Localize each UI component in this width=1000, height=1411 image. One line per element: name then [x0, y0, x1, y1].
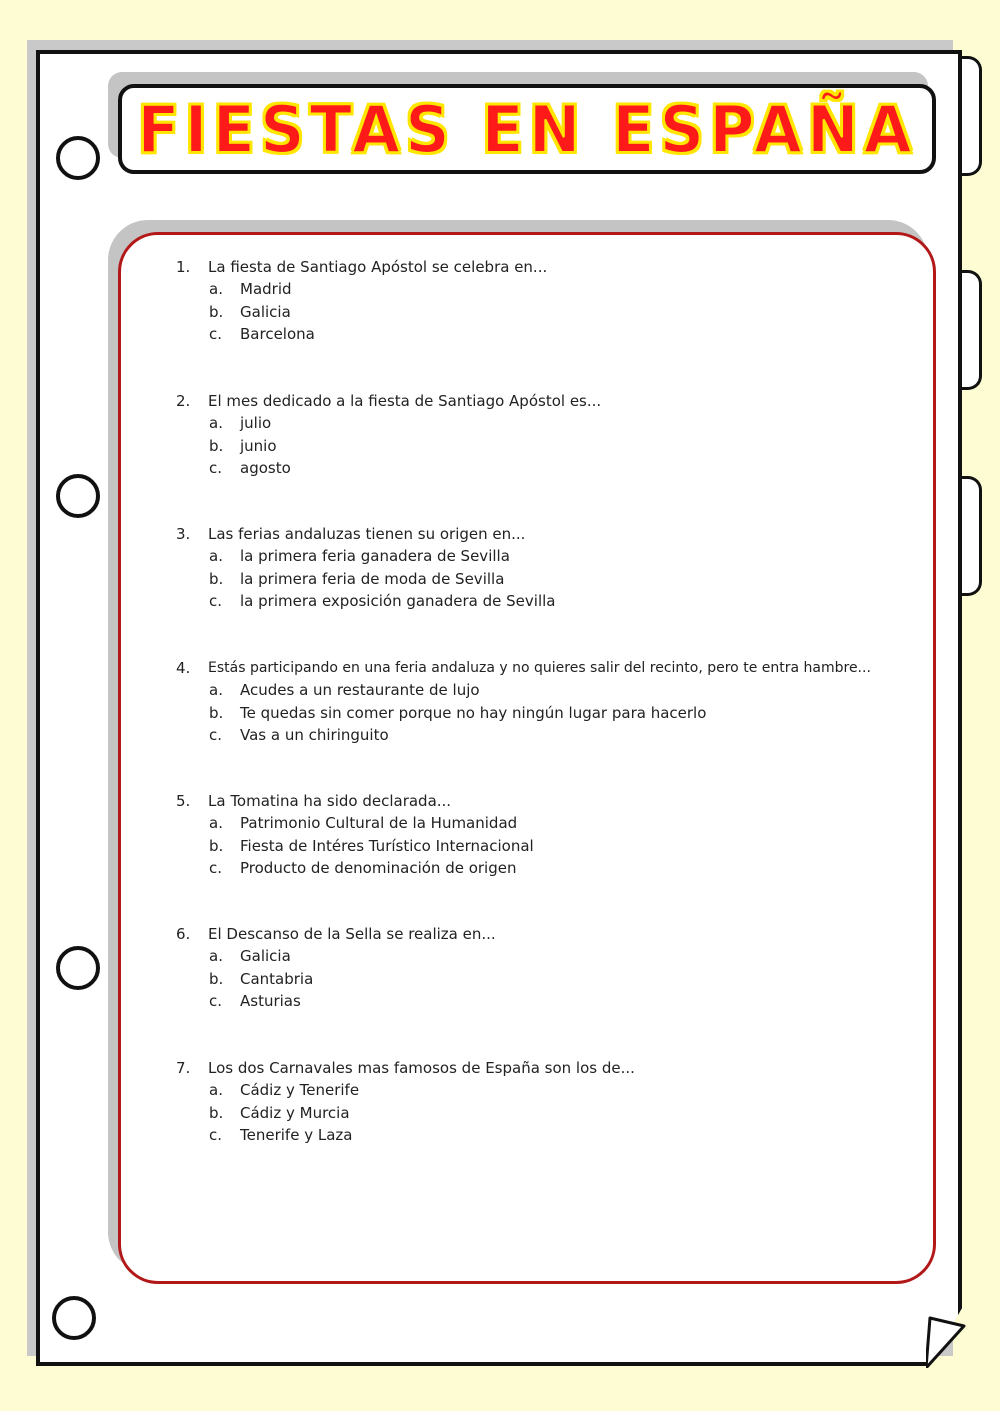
- question-item: [176, 390, 601, 479]
- answer-option[interactable]: [176, 435, 601, 457]
- option-text: Galicia: [240, 302, 291, 321]
- page-curl-icon: [926, 1316, 966, 1368]
- option-text: Tenerife y Laza: [240, 1125, 353, 1144]
- option-letter: c.: [209, 591, 223, 610]
- answer-option[interactable]: [176, 1124, 635, 1146]
- answer-option[interactable]: [176, 590, 555, 612]
- option-text: la primera exposición ganadera de Sevilla: [240, 591, 556, 610]
- question-item: [176, 923, 496, 1012]
- answer-option[interactable]: [176, 945, 496, 967]
- question-item: [176, 1057, 635, 1146]
- page-title: FIESTAS EN ESPAÑA: [137, 90, 917, 168]
- option-text: Madrid: [240, 280, 292, 299]
- option-text: Vas a un chiringuito: [240, 725, 389, 744]
- question-line: [176, 657, 871, 679]
- answer-option[interactable]: [176, 278, 547, 300]
- option-text: Cádiz y Murcia: [240, 1103, 350, 1122]
- question-text: El Descanso de la Sella se realiza en...: [208, 925, 496, 943]
- option-letter: b.: [209, 302, 224, 321]
- question-number: 1.: [176, 258, 191, 276]
- option-letter: c.: [209, 1125, 223, 1144]
- option-letter: a.: [209, 681, 223, 700]
- answer-option[interactable]: [176, 1102, 635, 1124]
- option-text: Producto de denominación de origen: [240, 858, 517, 877]
- option-letter: c.: [209, 725, 223, 744]
- option-text: Acudes a un restaurante de lujo: [240, 681, 480, 700]
- question-number: 2.: [176, 392, 191, 410]
- option-text: junio: [240, 436, 277, 455]
- question-line: [176, 1057, 635, 1079]
- answer-option[interactable]: [176, 857, 534, 879]
- option-letter: b.: [209, 436, 224, 455]
- answer-option[interactable]: [176, 457, 601, 479]
- question-line: [176, 923, 496, 945]
- answer-option[interactable]: [176, 679, 871, 701]
- answer-option[interactable]: [176, 812, 534, 834]
- answer-option[interactable]: [176, 1079, 635, 1101]
- question-text: Estás participando en una feria andaluza y no quieres salir del recinto, pero te entra hambre...: [208, 660, 871, 676]
- question-number: 5.: [176, 792, 191, 810]
- question-item: [176, 256, 547, 345]
- answer-option[interactable]: [176, 412, 601, 434]
- answer-option[interactable]: [176, 990, 496, 1012]
- option-letter: b.: [209, 1103, 224, 1122]
- question-number: 3.: [176, 525, 191, 543]
- answer-option[interactable]: [176, 702, 871, 724]
- question-line: [176, 256, 547, 278]
- option-letter: b.: [209, 703, 224, 722]
- answer-option[interactable]: [176, 835, 534, 857]
- question-item: [176, 657, 871, 746]
- option-letter: a.: [209, 947, 223, 966]
- option-letter: b.: [209, 569, 224, 588]
- option-letter: c.: [209, 991, 223, 1010]
- option-text: Cádiz y Tenerife: [240, 1081, 360, 1100]
- question-number: 6.: [176, 925, 191, 943]
- option-letter: b.: [209, 969, 224, 988]
- question-text: La fiesta de Santiago Apóstol se celebra en...: [208, 258, 548, 276]
- question-line: [176, 790, 534, 812]
- question-text: Las ferias andaluzas tienen su origen en...: [208, 525, 526, 543]
- question-text: El mes dedicado a la fiesta de Santiago Apóstol es...: [208, 392, 602, 410]
- option-text: Galicia: [240, 947, 291, 966]
- question-number: 7.: [176, 1059, 191, 1077]
- answer-option[interactable]: [176, 568, 555, 590]
- option-text: Cantabria: [240, 969, 314, 988]
- option-text: la primera feria de moda de Sevilla: [240, 569, 505, 588]
- answer-option[interactable]: [176, 323, 547, 345]
- option-letter: c.: [209, 858, 223, 877]
- option-letter: a.: [209, 547, 223, 566]
- option-letter: a.: [209, 414, 223, 433]
- option-letter: c.: [209, 324, 223, 343]
- option-text: Patrimonio Cultural de la Humanidad: [240, 814, 518, 833]
- question-text: La Tomatina ha sido declarada...: [208, 792, 452, 810]
- option-letter: a.: [209, 280, 223, 299]
- question-line: [176, 390, 601, 412]
- option-text: agosto: [240, 458, 291, 477]
- option-letter: b.: [209, 836, 224, 855]
- answer-option[interactable]: [176, 724, 871, 746]
- answer-option[interactable]: [176, 968, 496, 990]
- title-banner: [118, 84, 936, 174]
- option-letter: c.: [209, 458, 223, 477]
- option-text: Barcelona: [240, 324, 315, 343]
- question-item: [176, 523, 555, 612]
- option-text: Asturias: [240, 991, 301, 1010]
- question-item: [176, 790, 534, 879]
- question-text: Los dos Carnavales mas famosos de España son los de...: [208, 1059, 635, 1077]
- option-letter: a.: [209, 814, 223, 833]
- binder-hole: [52, 1296, 96, 1340]
- binder-hole: [56, 136, 100, 180]
- binder-hole: [56, 474, 100, 518]
- option-text: Te quedas sin comer porque no hay ningún lugar para hacerlo: [240, 703, 707, 722]
- option-text: Fiesta de Intéres Turístico Internacional: [240, 836, 534, 855]
- question-number: 4.: [176, 659, 191, 677]
- answer-option[interactable]: [176, 545, 555, 567]
- option-text: la primera feria ganadera de Sevilla: [240, 547, 510, 566]
- option-letter: a.: [209, 1081, 223, 1100]
- binder-hole: [56, 946, 100, 990]
- answer-option[interactable]: [176, 301, 547, 323]
- option-text: julio: [240, 414, 272, 433]
- question-line: [176, 523, 555, 545]
